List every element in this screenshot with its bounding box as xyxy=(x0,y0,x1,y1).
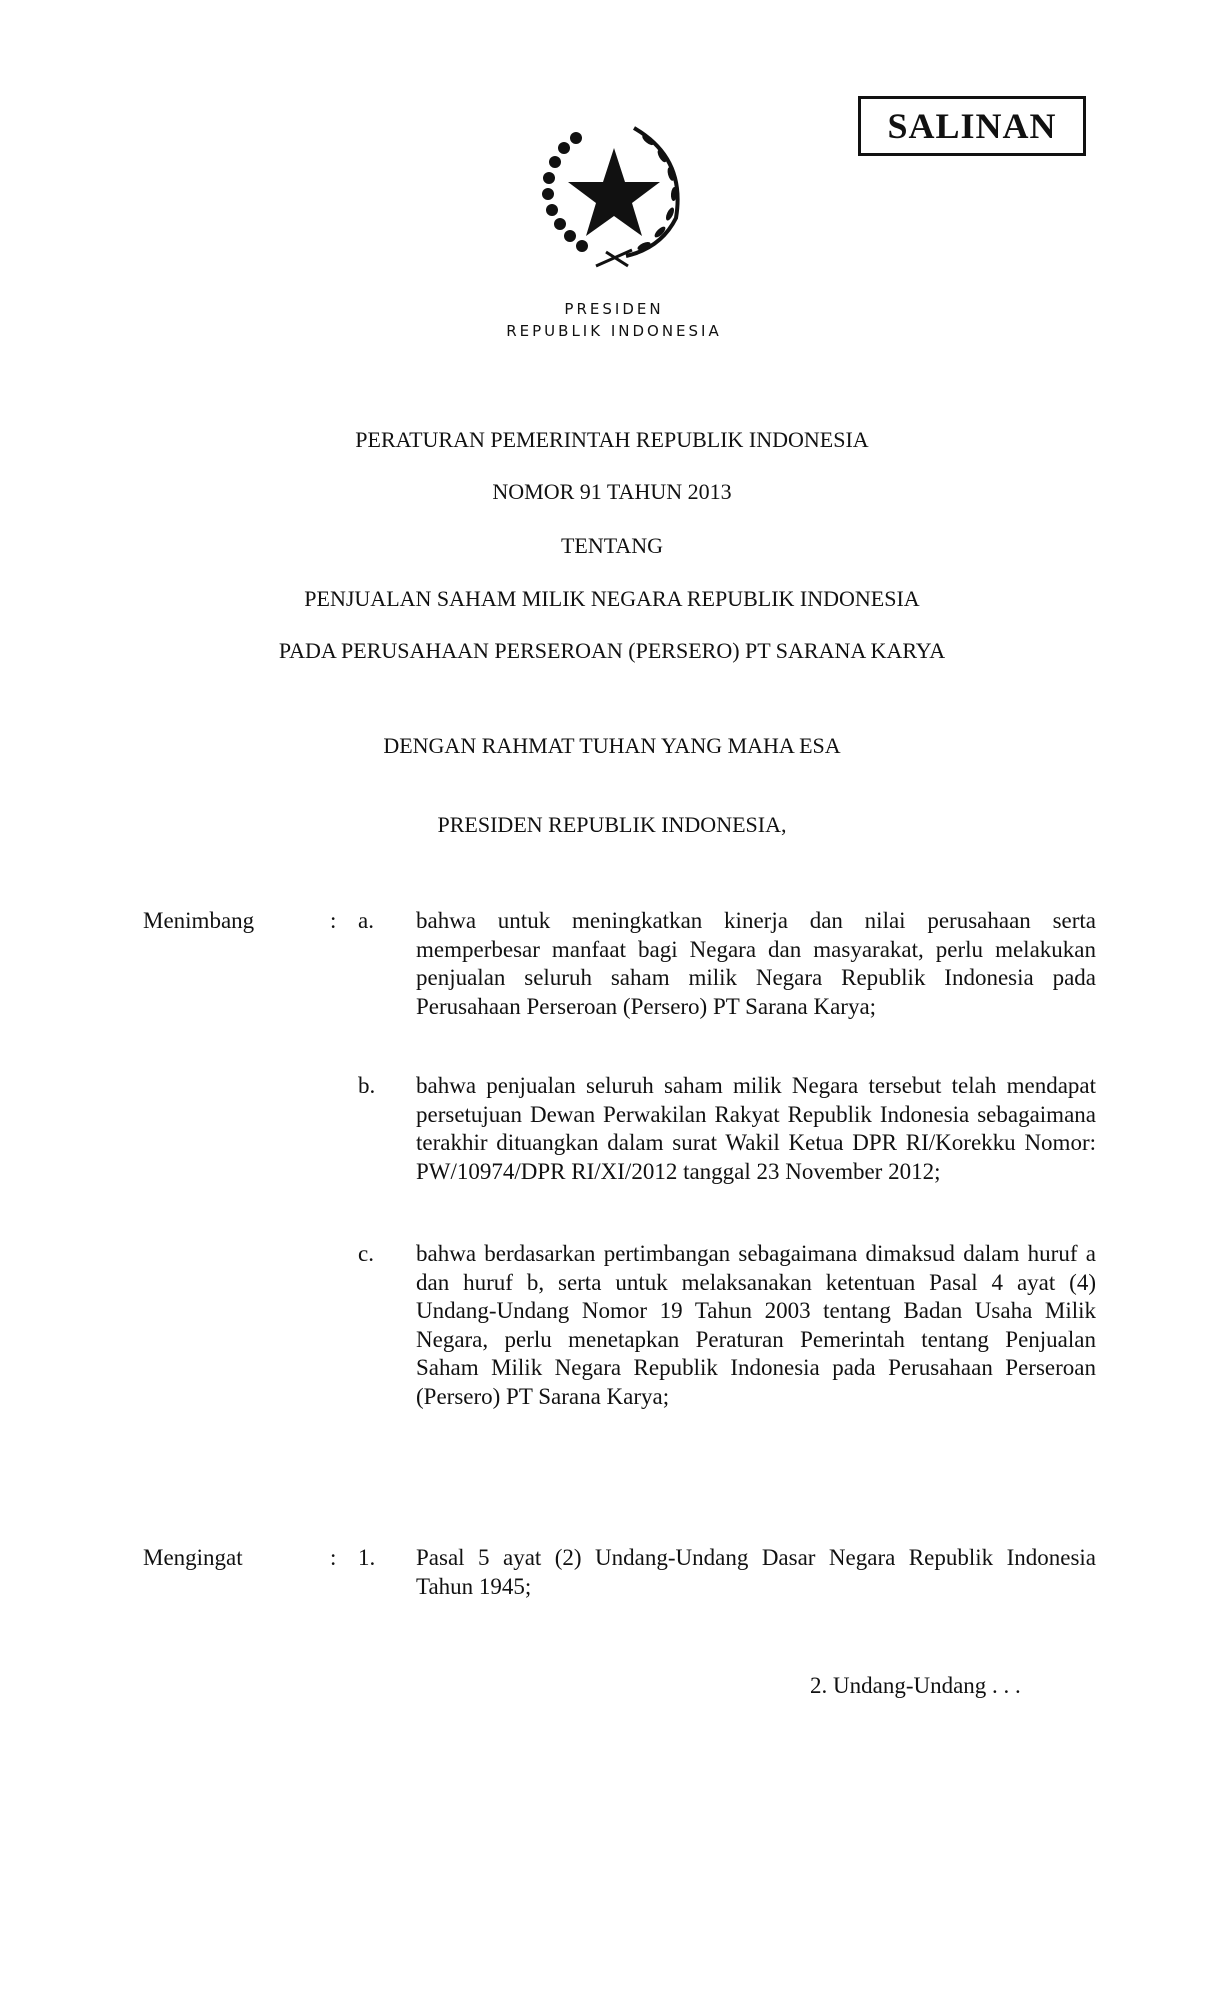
item-marker-c: c. xyxy=(358,1241,374,1266)
regulation-title: PERATURAN PEMERINTAH REPUBLIK INDONESIA xyxy=(355,427,869,452)
item-marker-b: b. xyxy=(358,1073,376,1098)
mengingat-item-1: Pasal 5 ayat (2) Undang-Undang Dasar Negara Republik Indonesia Tahun 1945; xyxy=(416,1545,1096,1599)
president-heading: PRESIDEN REPUBLIK INDONESIA, xyxy=(437,812,787,837)
invocation: DENGAN RAHMAT TUHAN YANG MAHA ESA xyxy=(383,733,841,758)
menimbang-colon: : xyxy=(330,908,337,933)
presidential-emblem-icon xyxy=(536,118,692,268)
menimbang-label: Menimbang xyxy=(143,908,255,933)
menimbang-item-b: bahwa penjualan seluruh saham milik Negara tersebut telah mendapat persetujuan Dewan Perwakilan Rakyat Republik Indonesia sebagaimana terakhir dituangkan dalam surat Wakil Ketua DPR RI/Korekku Nomor: PW/10974/DPR RI/XI/2012 tanggal 23 November 2012; xyxy=(416,1073,1096,1184)
emblem-caption-republic: REPUBLIK INDONESIA xyxy=(506,322,722,340)
mengingat-label: Mengingat xyxy=(143,1545,243,1570)
menimbang-item-a: bahwa untuk meningkatkan kinerja dan nilai perusahaan serta memperbesar manfaat bagi Negara dan masyarakat, perlu melakukan penjualan seluruh saham milik Negara Republik Indonesia pada Perusahaan Perseroan (Persero) PT Sarana Karya; xyxy=(416,908,1096,1019)
page-continuation: 2. Undang-Undang . . . xyxy=(810,1673,1021,1698)
salinan-stamp: SALINAN xyxy=(858,96,1086,156)
regulation-number: NOMOR 91 TAHUN 2013 xyxy=(492,479,732,504)
emblem-caption-president: PRESIDEN xyxy=(564,300,664,318)
mengingat-colon: : xyxy=(330,1545,337,1570)
regulation-about: TENTANG xyxy=(560,533,664,558)
regulation-subject-line1: PENJUALAN SAHAM MILIK NEGARA REPUBLIK INDONESIA xyxy=(304,586,920,611)
item-marker-a: a. xyxy=(358,908,374,933)
menimbang-item-c: bahwa berdasarkan pertimbangan sebagaimana dimaksud dalam huruf a dan huruf b, serta untuk melaksanakan ketentuan Pasal 4 ayat (4) Undang-Undang Nomor 19 Tahun 2003 tentang Badan Usaha Milik Negara, perlu menetapkan Peraturan Pemerintah tentang Penjualan Saham Milik Negara Republik Indonesia pada Perusahaan Perseroan (Persero) PT Sarana Karya; xyxy=(416,1241,1096,1409)
item-marker-1: 1. xyxy=(358,1545,376,1570)
regulation-subject-line2: PADA PERUSAHAAN PERSEROAN (PERSERO) PT SARANA KARYA xyxy=(278,638,946,663)
